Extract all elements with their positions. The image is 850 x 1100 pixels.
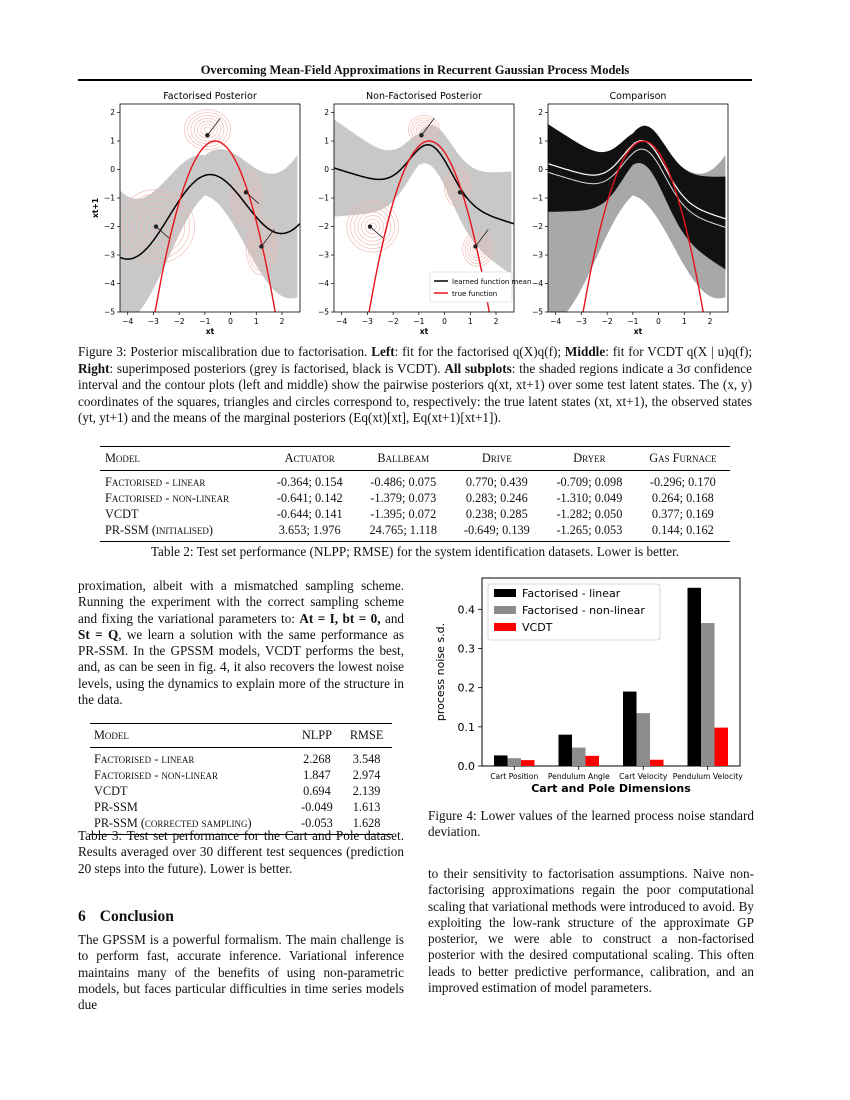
- legend-label: VCDT: [522, 621, 553, 634]
- right-paragraph: to their sensitivity to factorisation assumptions. Naive non-factorising approximations regain the poor computational scaling that variational methods were introduced to avoid. By exploiting the low-rank structure of the approximate GP posterior, we were able to construct a non-factorised posterior with the desired computational scaling. This often leads to better predictive performance, calibration, and an improved estimation of model parameters.: [428, 866, 754, 996]
- cell: 3.548: [352, 752, 381, 766]
- bar-vcdt-1: [586, 756, 600, 766]
- y-tick-label: −3: [103, 250, 115, 260]
- y-tick-label: 0.4: [457, 603, 475, 617]
- bar-factorised-non-linear-1: [572, 748, 586, 766]
- x-axis-label: Cart and Pole Dimensions: [531, 782, 691, 795]
- figure-4-caption: Figure 4: Lower values of the learned process noise standard deviation.: [428, 808, 754, 840]
- table-row: [90, 767, 392, 783]
- legend-label: Factorised - linear: [522, 587, 621, 600]
- fig3-panel-2: [532, 91, 728, 336]
- y-tick-label: −5: [317, 307, 329, 317]
- t3-h2: RMSE: [341, 724, 392, 748]
- figure-4: [430, 572, 752, 802]
- x-tick-label: −4: [550, 317, 562, 326]
- cell: -0.486; 0.075: [370, 475, 437, 489]
- table-row: [100, 522, 730, 542]
- cell: -0.644; 0.141: [276, 507, 343, 521]
- y-tick-label: 1: [538, 136, 543, 146]
- cell: -0.649; 0.139: [451, 522, 544, 542]
- fig3-text1: Posterior miscalibration due to factorisation.: [130, 344, 368, 359]
- x-axis-label: xt: [205, 327, 215, 336]
- y-tick-label: 0.0: [457, 760, 475, 773]
- x-tick-label: Pendulum Velocity: [672, 772, 743, 781]
- x-tick-label: 2: [279, 317, 285, 326]
- fig3-text5: : the shaded regions indicate a 3σ confidence interval and the contour plots (left and middle) show the pairwise posteriors q(xt, xt+1) over some test latent states. The (x, y) coordinates of the squares, triangles and circles correspond to, respectively: the true latent states (xt, xt+1), the observed states (yt, yt+1) and the means of the marginal posteriors (Eq(xt)[xt], Eq(xt+1)[xt+1]).: [78, 360, 752, 425]
- figure-4-bar-chart: [430, 572, 752, 802]
- fig3-right: Right: [78, 360, 110, 376]
- x-tick-label: −3: [361, 317, 373, 326]
- y-tick-label: 0: [110, 165, 115, 175]
- cell: 1.628: [341, 815, 392, 835]
- cell: -1.395; 0.072: [370, 507, 437, 521]
- cell: -0.049: [301, 800, 333, 814]
- y-tick-label: −2: [317, 222, 329, 232]
- posterior-contour: [194, 118, 220, 141]
- x-tick-label: −1: [199, 317, 211, 326]
- section-title: Conclusion: [99, 908, 174, 925]
- section-heading: [78, 908, 174, 926]
- posterior-contour: [354, 208, 391, 245]
- legend-swatch: [494, 589, 516, 597]
- posterior-contour: [188, 113, 228, 147]
- table-row: [90, 748, 392, 768]
- y-tick-label: −5: [103, 307, 115, 317]
- x-tick-label: 1: [253, 317, 259, 326]
- y-axis-label: xt+1: [91, 198, 100, 218]
- y-tick-label: 0.1: [457, 720, 475, 734]
- y-tick-label: −3: [531, 250, 543, 260]
- cell: -1.379; 0.073: [370, 491, 437, 505]
- t2-h5: Gas Furnace: [636, 447, 730, 471]
- panel-title: Comparison: [609, 91, 667, 102]
- x-tick-label: Pendulum Angle: [547, 772, 610, 781]
- cell: 0.144; 0.162: [636, 522, 730, 542]
- bar-factorised-linear-0: [494, 755, 508, 766]
- x-tick-label: −4: [336, 317, 348, 326]
- table-3: [90, 723, 392, 835]
- cell: 0.770; 0.439: [465, 475, 528, 489]
- y-tick-label: 0.2: [457, 681, 475, 695]
- table-row: [100, 506, 730, 522]
- table-row: [100, 471, 730, 491]
- x-tick-label: 0: [228, 317, 233, 326]
- fig3-panel-0: [91, 91, 300, 336]
- cell: 1.613: [352, 800, 381, 814]
- x-tick-label: −2: [601, 317, 613, 326]
- left-paragraph-1: [78, 578, 404, 708]
- y-tick-label: 1: [324, 136, 329, 146]
- y-tick-label: 1: [110, 136, 115, 146]
- x-tick-label: −2: [173, 317, 185, 326]
- cell: Factorised - non-linear: [105, 491, 230, 505]
- t2-h3: Drive: [451, 447, 544, 471]
- cell: 1.847: [303, 768, 331, 782]
- p1a: proximation, albeit with a mismatched sampling scheme. Running the experiment with the correct sampling scheme and fixing the variational parameters to:: [78, 578, 404, 626]
- cell: Factorised - linear: [105, 475, 206, 489]
- cell: 2.139: [352, 784, 381, 798]
- table-2: [100, 446, 730, 542]
- x-tick-label: −1: [413, 317, 425, 326]
- table-3-caption: Table 3: Test set performance for the Cart and Pole dataset. Results averaged over 30 different test sequences (prediction 20 steps into the future). Lower is better.: [78, 828, 404, 876]
- y-tick-label: 0.3: [457, 642, 475, 656]
- legend-label-mean: learned function mean: [452, 278, 532, 286]
- t2-h0: Model: [100, 447, 263, 471]
- header-rule: [78, 79, 752, 81]
- t2-h4: Dryer: [543, 447, 636, 471]
- y-tick-label: −1: [317, 193, 329, 203]
- bar-vcdt-2: [650, 760, 664, 766]
- y-tick-label: 0: [538, 165, 543, 175]
- y-tick-label: 2: [538, 108, 543, 118]
- y-tick-label: −2: [531, 222, 543, 232]
- bar-factorised-linear-2: [623, 692, 637, 766]
- y-axis-label: process noise s.d.: [434, 622, 447, 722]
- fig3-text2: : fit for the factorised q(X)q(f);: [394, 344, 562, 359]
- panel-title: Non-Factorised Posterior: [366, 91, 482, 102]
- y-tick-label: −3: [317, 250, 329, 260]
- legend-swatch: [494, 606, 516, 614]
- y-tick-label: −1: [531, 193, 543, 203]
- cell: 0.264; 0.168: [651, 491, 714, 505]
- y-tick-label: −4: [317, 279, 329, 289]
- table-3-header: [90, 724, 392, 748]
- panel-plot-area: [117, 110, 300, 325]
- fig3-text3: : fit for VCDT q(X | u)q(f);: [605, 344, 752, 359]
- cell: 0.694: [303, 784, 331, 798]
- cell: VCDT: [105, 507, 139, 521]
- x-tick-label: −1: [627, 317, 639, 326]
- panel-plot-area: [548, 124, 728, 324]
- fig3-middle: Middle: [564, 344, 606, 359]
- x-tick-label: −3: [575, 317, 587, 326]
- table-row: [100, 490, 730, 506]
- t2-h2: Ballbeam: [356, 447, 451, 471]
- t3-h0: Model: [90, 724, 293, 748]
- p1-eq2: St = Q: [78, 626, 119, 642]
- p1b: and: [380, 610, 405, 626]
- bar-factorised-non-linear-0: [508, 758, 522, 766]
- cell: Factorised - linear: [94, 752, 195, 766]
- bar-factorised-non-linear-2: [637, 713, 651, 766]
- y-tick-label: −4: [103, 279, 115, 289]
- x-tick-label: Cart Position: [490, 772, 539, 781]
- table-row: [90, 783, 392, 799]
- fig3-legend: [430, 272, 531, 302]
- t2-h1: Actuator: [263, 447, 356, 471]
- left-paragraph-2: The GPSSM is a powerful formalism. The main challenge is to perform fast, accurate inference. Variational inference maintains many of the benefits of using non-parametric models, but faces particular difficulties in time series models due: [78, 932, 404, 1013]
- bar-vcdt-0: [521, 760, 535, 766]
- p1-eq1: At = I, bt = 0,: [299, 610, 381, 626]
- table-2-caption: Table 2: Test set performance (NLPP; RMSE) for the system identification datasets. Lower is better.: [150, 544, 680, 559]
- x-tick-label: −3: [147, 317, 159, 326]
- fig3-left: Left: [371, 344, 395, 359]
- cell: 0.283; 0.246: [465, 491, 528, 505]
- cell: -0.641; 0.142: [276, 491, 343, 505]
- x-tick-label: 2: [707, 317, 713, 326]
- bar-factorised-linear-1: [559, 735, 573, 766]
- cell: -0.296; 0.170: [649, 475, 716, 489]
- figure-3-plots: [78, 88, 752, 338]
- y-tick-label: −1: [103, 193, 115, 203]
- x-axis-label: xt: [633, 327, 643, 336]
- cell: -1.265; 0.053: [543, 522, 636, 542]
- x-tick-label: 2: [493, 317, 499, 326]
- cell: -0.364; 0.154: [276, 475, 343, 489]
- panel-title: Factorised Posterior: [163, 91, 257, 102]
- x-tick-label: 1: [467, 317, 473, 326]
- x-tick-label: 0: [656, 317, 661, 326]
- x-tick-label: −2: [387, 317, 399, 326]
- cell: VCDT: [94, 784, 128, 798]
- cell: 0.377; 0.169: [651, 507, 714, 521]
- posterior-contour: [358, 212, 387, 241]
- cell: -1.310; 0.049: [556, 491, 623, 505]
- legend-swatch: [494, 623, 516, 631]
- x-tick-label: 1: [681, 317, 687, 326]
- cell: -0.709; 0.098: [556, 475, 623, 489]
- y-tick-label: 2: [324, 108, 329, 118]
- cell: 2.974: [352, 768, 381, 782]
- x-tick-label: 0: [442, 317, 447, 326]
- cell: -0.053: [293, 815, 342, 835]
- figure-3: [78, 88, 752, 338]
- bar-vcdt-3: [715, 728, 729, 766]
- cell: 3.653; 1.976: [263, 522, 356, 542]
- fig3-all: All subplots: [444, 360, 512, 376]
- y-tick-label: 2: [110, 108, 115, 118]
- cell: PR-SSM (corrected sampling): [90, 815, 293, 835]
- legend-label: Factorised - non-linear: [522, 604, 645, 617]
- cell: 0.238; 0.285: [465, 507, 528, 521]
- cell: -1.282; 0.050: [556, 507, 623, 521]
- posterior-contour: [362, 216, 384, 238]
- x-tick-label: −4: [122, 317, 134, 326]
- t3-h1: NLPP: [293, 724, 342, 748]
- y-tick-label: −2: [103, 222, 115, 232]
- p1c: , we learn a solution with the same performance as PR-SSM. In the GPSSM models, VCDT performs the best, and, as can be seen in fig. 4, it also recovers the lowest noise levels, using the dynamics to explain more of the structure in the data.: [78, 626, 404, 708]
- fig3-label: Figure 3:: [78, 344, 127, 359]
- y-tick-label: −4: [531, 279, 543, 289]
- table-2-header: [100, 447, 730, 471]
- y-tick-label: −5: [531, 307, 543, 317]
- y-tick-label: 0: [324, 165, 329, 175]
- table-row: [90, 799, 392, 815]
- state-arrow: [370, 227, 383, 238]
- fig3-text4: : superimposed posteriors (grey is factorised, black is VCDT).: [109, 360, 441, 376]
- x-tick-label: Cart Velocity: [619, 772, 668, 781]
- cell: 24.765; 1.118: [356, 522, 451, 542]
- cell: 2.268: [303, 752, 331, 766]
- figure-3-caption: [78, 344, 752, 427]
- cell: PR-SSM (initialised): [100, 522, 263, 542]
- legend-label-true: true function: [452, 290, 498, 298]
- x-axis-label: xt: [419, 327, 429, 336]
- cell: PR-SSM: [94, 800, 138, 814]
- running-header: Overcoming Mean-Field Approximations in Recurrent Gaussian Process Models: [200, 63, 630, 77]
- bar-factorised-non-linear-3: [701, 623, 715, 766]
- section-number: 6: [78, 908, 86, 925]
- cell: Factorised - non-linear: [94, 768, 219, 782]
- bar-factorised-linear-3: [688, 588, 702, 766]
- posterior-contour: [365, 219, 380, 234]
